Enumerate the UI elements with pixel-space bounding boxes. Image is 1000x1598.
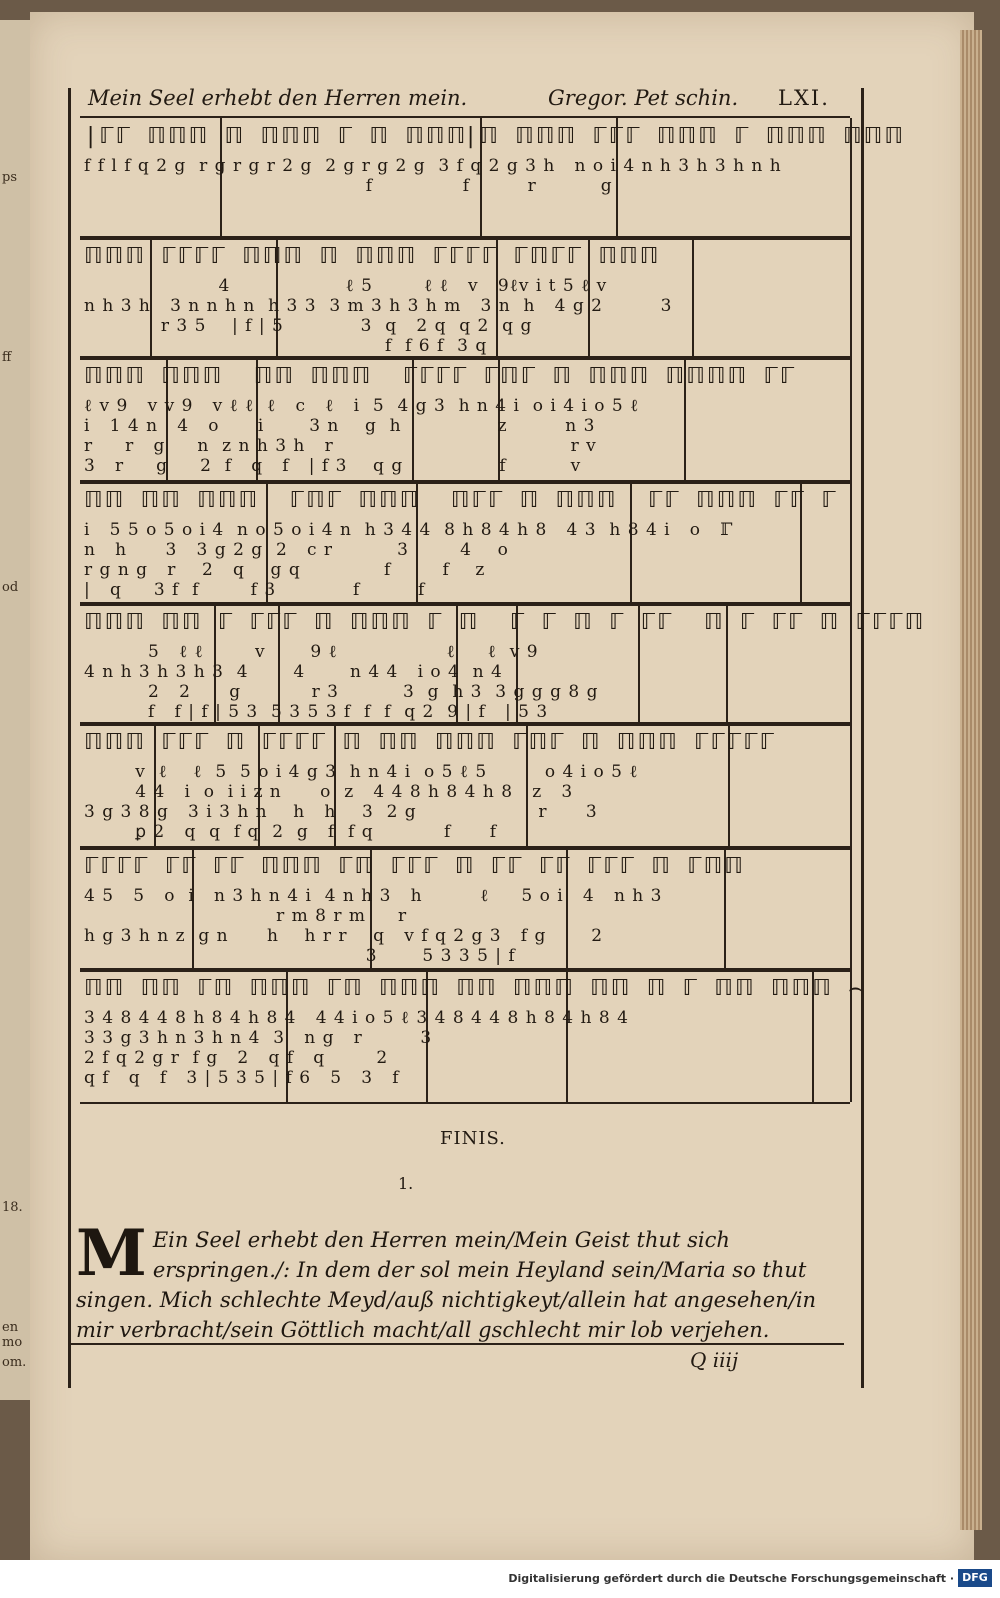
folio-number: LXI.: [778, 86, 830, 110]
tablature-line: i 1 4 n 4 o i 3 n g h z n 3: [84, 416, 596, 436]
left-page-text: 18.: [2, 1200, 23, 1215]
tablature-line: i 5 5 o 5 o i 4 n o 5 o i 4 n h 3 4 4 8 h 8 4 h 8 4 3 h 8 4 i o ℾ: [84, 520, 734, 540]
tablature-line: r 3 5 | f | 5 3 q 2 q q 2 q g: [84, 316, 533, 336]
rhythm-signs: |ℿ ℿℿℿ ℾℾℾ ℿℿℿ ℾ ℿℿℿ ℿℿℿ: [464, 124, 906, 149]
tablature-system: [80, 236, 850, 360]
left-page-text: ps: [2, 170, 17, 185]
tablature-line: q f q f 3 | 5 3 5 | f 6 5 3 f: [84, 1068, 400, 1088]
tablature-line: 3 g 3 8 g 3 i 3 h n h h 3 2 g r 3: [84, 802, 598, 822]
tablature-system: [80, 722, 850, 850]
bar-line: [850, 848, 852, 970]
tablature-line: f f r g: [84, 176, 613, 196]
tablature-system: [80, 480, 850, 606]
tablature-system: [80, 356, 850, 484]
verse-number: 1.: [398, 1174, 414, 1193]
bar-line: [850, 724, 852, 848]
funding-credit: Digitalisierung gefördert durch die Deutsche Forschungsgemeinschaft ·: [508, 1572, 954, 1585]
bar-line: [850, 358, 852, 482]
dfg-logo: DFG: [958, 1569, 992, 1587]
left-page-text: ff: [2, 350, 12, 365]
rhythm-signs: ℿℿℿ ℿℿ ℾ ℾℾℾ ℿ ℿℿℿ ℾ ℿ ℾ ℾ ℿ ℾ ℾℾ ℿ ℾ ℾℾ ℿ ℾℾℾℿ: [84, 610, 926, 635]
rhythm-signs: ℿℿℿ ℿℿℿ ℿℿ ℿℿℿ ℾℾℾℾ ℾℿℾ ℿ ℿℿℿ ℿℿℿℿ ℾℾ: [84, 364, 797, 389]
running-title: Mein Seel erhebt den Herren mein.: [88, 86, 468, 110]
rhythm-signs: ℾℾℾℾ ℾℾ ℾℾ ℿℿℿ ℾℿ ℾℾℾ ℿ ℾℾ ℾℾ ℾℾℾ ℿ ℾℿℿ: [84, 854, 745, 879]
tablature-line: | q 3 f f f 3 f f: [84, 580, 426, 600]
tablature-system: [80, 846, 850, 972]
left-page-text: od: [2, 580, 19, 595]
tablature-line: ꝑ 2 q q f q 2 g f f q f f: [84, 822, 498, 842]
tablature-line: r m 8 r m r: [84, 906, 472, 926]
left-page-fragment: [0, 20, 32, 1400]
signature-mark: Q iiij: [690, 1348, 739, 1372]
left-page-text: om.: [2, 1355, 27, 1370]
tablature-line: h g 3 h n z g n h h r r q v f q 2 g 3 f g 2: [84, 926, 604, 946]
verse-body: Ein Seel erhebt den Herren mein/Mein Geist thut sich erspringen./: In dem der sol mein Heyland sein/Maria so thut singen. Mich schlechte Meyd/auß nichtigkeyt/allein hat angesehen/in mir verbracht/sein Göttlich macht/all gschlecht mir lob verjehen.: [76, 1228, 817, 1342]
tablature-line: r g n g r 2 q g q f f z: [84, 560, 486, 580]
rhythm-signs: ℿℿ ℿℿ ℾℿ ℿℿℿ ℾℿ ℿℿℿ ℿℿ ℿℿℿ ℿℿ ℿ ℾ ℿℿ ℿℿℿ ⌢: [84, 976, 865, 1001]
author-name: Gregor. Pet schin.: [548, 86, 739, 110]
rhythm-signs: |ℾℾ ℿℿℿ ℿ ℿℿℿ ℾ ℿ ℿℿℿ: [84, 124, 468, 149]
drop-cap-initial: M: [76, 1216, 147, 1291]
rhythm-signs: ℿℿℿ ℾℾℾ ℿ ℾℾℾℾ ℿ ℿℿ ℿℿℿ ℾℿℾ ℿ ℿℿℿ ℾℾℾℾℾ: [84, 730, 777, 755]
rhythm-signs: ℿℿℿ ℾℾℾℾ ℿℿℿ ℿ ℿℿℿ ℾℾℾℾ ℾℿℾℾ ℿℿℿ: [84, 244, 661, 269]
tablature-system: [80, 602, 926, 726]
tablature-line: r r g n z n h 3 h r r v: [84, 436, 597, 456]
tablature-line: n h 3 h 3 n n h n h 3 3 3 m 3 h 3 h m 3 n h 4 g 2 3: [84, 296, 673, 316]
tablature-line: v ℓ ℓ 5 5 o i 4 g 3 h n 4 i o 5 ℓ 5 o 4 i o 5 ℓ: [84, 762, 639, 782]
bottom-rule: [68, 1343, 844, 1345]
tablature-line: 2 2 g r 3 3 g h 3 3 g g g 8 g: [84, 682, 599, 702]
tablature-line: 4 4 i o i i z n o z 4 4 8 h 8 4 h 8 z 3: [84, 782, 574, 802]
tablature-line: 2 f q 2 g r f g 2 q f q 2: [84, 1048, 389, 1068]
tablature-line: f f 6 f 3 q: [84, 336, 488, 356]
tablature-line: n h 3 3 g 2 g 2 c r 3 4 o: [84, 540, 509, 560]
bar-line: [850, 482, 852, 604]
tablature-line: 3 5 3 3 5 | f: [84, 946, 516, 966]
finis-label: FINIS.: [440, 1128, 506, 1149]
tablature-line: f f | f | 5 3 5 3 5 3 f f f q 2 9 | f | 5 3: [84, 702, 549, 722]
tablature-line: 4 n h 3 h 3 h 3 4 4 n 4 4 i o 4 n 4: [84, 662, 555, 682]
tablature-system: [80, 968, 865, 1104]
tablature-system: [80, 116, 906, 240]
footer-bar: [0, 1560, 1000, 1598]
tablature-line: ℓ v 9 v v 9 v ℓ ℓ ℓ c ℓ i 5 4 g 3 h n 4 i o i 4 i o 5 ℓ: [84, 396, 640, 416]
verse-text: [76, 1216, 856, 1345]
rhythm-signs: ℿℿ ℿℿ ℿℿℿ ℾℿℾ ℿℿℿ ℿℾℾ ℿ ℿℿℿ ℾℾ ℿℿℿ ℾℾ ℾ: [84, 488, 838, 513]
tablature-line: 3 3 g 3 h n 3 h n 4 3 n g r 3: [84, 1028, 433, 1048]
tablature-line: 3 r g 2 f q f | f 3 q g f v: [84, 456, 582, 476]
tablature-line: 4 ℓ 5 ℓ ℓ v 9ℓv i t 5 ℓ v: [84, 276, 608, 296]
bar-line: [850, 238, 852, 358]
left-page-text: en mo: [2, 1320, 23, 1350]
tablature-line: f f l f q 2 g r g r g r 2 g 2 g r g 2 g 3 f q 2 g 3 h n o i 4 n h 3 h 3 h n h: [84, 156, 782, 176]
page-edges: [960, 30, 982, 1530]
tablature-line: 3 4 8 4 4 8 h 8 4 h 8 4 4 4 i o 5 ℓ 3 4 8 4 4 8 h 8 4 h 8 4: [84, 1008, 629, 1028]
tablature-line: 4 5 5 o i n 3 h n 4 i 4 n h 3 h ℓ 5 o i 4 n h 3: [84, 886, 663, 906]
bar-line: [692, 238, 694, 358]
tablature-line: 5 ℓ ℓ v 9 ℓ ℓ ℓ v 9: [84, 642, 539, 662]
